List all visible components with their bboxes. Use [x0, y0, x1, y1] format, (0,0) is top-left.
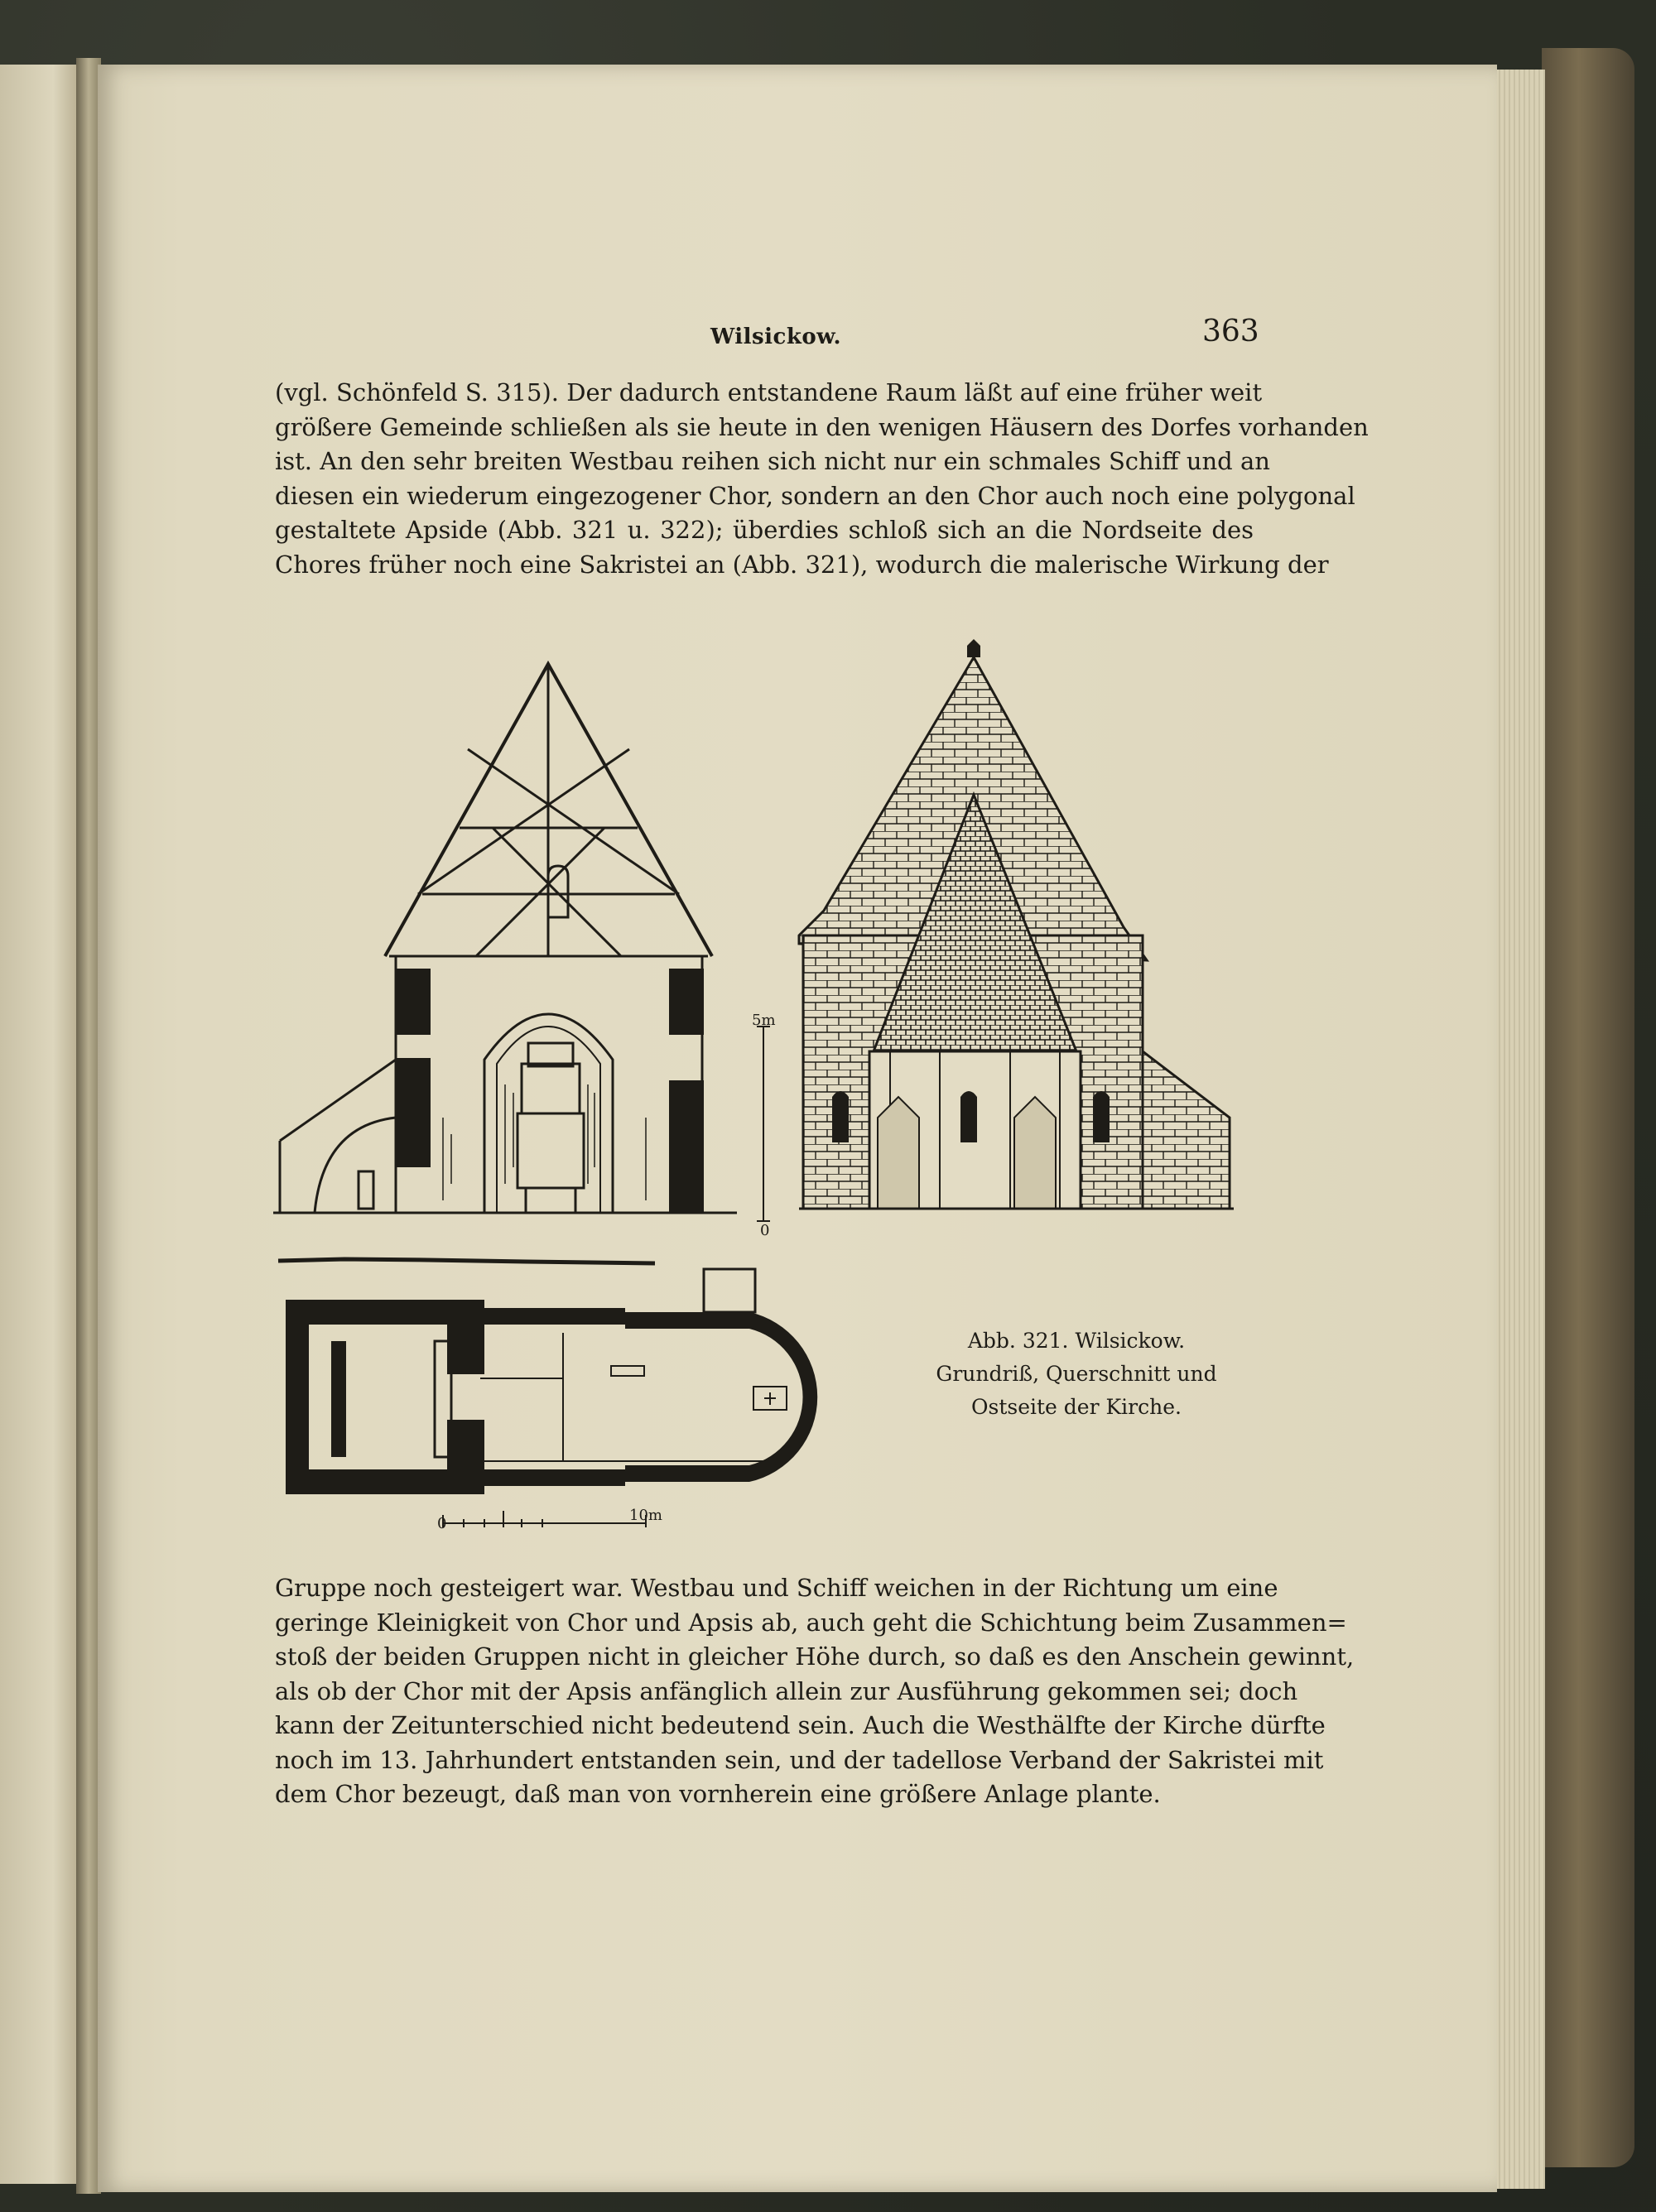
paragraph-bottom — [275, 1571, 1355, 1812]
running-head: Wilsickow. — [710, 325, 842, 349]
text-line: kann der Zeitunterschied nicht bedeutend sein. Auch die Westhälfte der Kirche dürfte — [275, 1711, 1326, 1739]
text-line: stoß der beiden Gruppen nicht in gleicher Höhe durch, so daß es den Anschein gewinnt, — [275, 1642, 1355, 1671]
text-line: gestaltete Apside (Abb. 321 u. 322); überdies schloß sich an die Nordseite des — [275, 516, 1254, 544]
plan-scale-start: 0 — [437, 1515, 447, 1532]
text-line: noch im 13. Jahrhundert entstanden sein, und der tadellose Verband der Sakristei mit — [275, 1745, 1324, 1774]
ground-plan-drawing — [282, 1262, 861, 1544]
text-line: geringe Kleinigkeit von Chor und Apsis ab, auch geht die Schichtung beim Zusammen= — [275, 1608, 1347, 1637]
caption-line: Grundriß, Querschnitt und — [936, 1362, 1217, 1386]
plan-scale-end: 10m — [629, 1507, 662, 1524]
page-stack-edge — [1490, 70, 1545, 2189]
east-elevation-drawing — [799, 637, 1246, 1225]
paragraph-top — [275, 376, 1369, 582]
figure-caption — [927, 1325, 1225, 1424]
text-line: Chores früher noch eine Sakristei an (Abb. 321), wodurch die malerische Wirkung der — [275, 550, 1329, 579]
text-line: diesen ein wiederum eingezogener Chor, sondern an den Chor auch noch eine polygonal — [275, 481, 1355, 510]
page-number: 363 — [1202, 315, 1259, 349]
caption-line: Abb. 321. Wilsickow. — [967, 1329, 1186, 1353]
scale-bottom-label: 0 — [760, 1222, 770, 1239]
text-line: Gruppe noch gesteigert war. Westbau und Schiff weichen in der Richtung um eine — [275, 1574, 1278, 1602]
scale-top-label: 5m — [752, 1012, 776, 1029]
text-line: (vgl. Schönfeld S. 315). Der dadurch entstandene Raum läßt auf eine früher weit — [275, 378, 1263, 406]
text-line: größere Gemeinde schließen als sie heute in den wenigen Häusern des Dorfes vorhanden — [275, 412, 1369, 441]
text-line: dem Chor bezeugt, daß man von vornherein eine größere Anlage plante. — [275, 1780, 1161, 1808]
text-line: als ob der Chor mit der Apsis anfänglich allein zur Ausführung gekommen sei; doch — [275, 1676, 1298, 1705]
caption-line: Ostseite der Kirche. — [971, 1395, 1182, 1419]
book-cover-edge — [1542, 48, 1634, 2167]
text-line: ist. An den sehr breiten Westbau reihen sich nicht nur ein schmales Schiff und an — [275, 447, 1270, 475]
vertical-scale-bar — [745, 1010, 778, 1242]
left-page-edge — [0, 65, 78, 2184]
cross-section-drawing — [273, 654, 737, 1233]
